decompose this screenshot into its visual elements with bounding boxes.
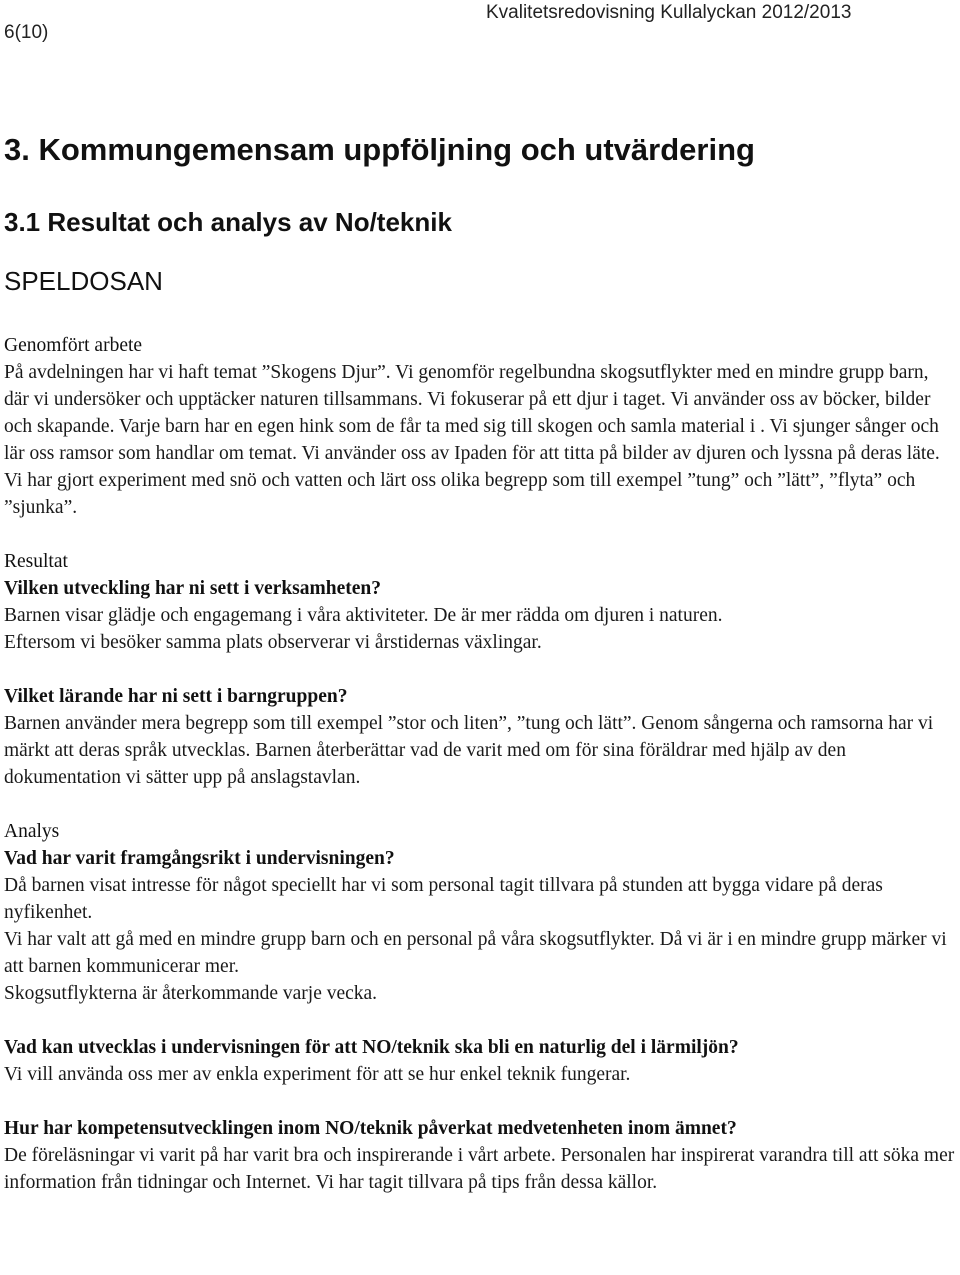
result-answer-1: Eftersom vi besöker samma plats observerar vi årstidernas växlingar. xyxy=(4,632,542,653)
result-question-1: Vilken utveckling har ni sett i verksamheten? xyxy=(4,578,382,599)
result-answer-1: Barnen visar glädje och engagemang i våra aktiviteter. De är mer rädda om djuren i naturen. xyxy=(4,605,723,626)
analysis-question-1: Vad har varit framgångsrikt i undervisningen? xyxy=(4,848,395,869)
analysis-question-2: Vad kan utvecklas i undervisningen för att NO/teknik ska bli en naturlig del i lärmiljön? xyxy=(4,1037,739,1058)
analysis-answer-1: Skogsutflykterna är återkommande varje vecka. xyxy=(4,983,378,1004)
document-title: Kvalitetsredovisning Kullalyckan 2012/2013 xyxy=(486,2,852,23)
analysis-answer-2: Vi vill använda oss mer av enkla experiment för att se hur enkel teknik fungerar. xyxy=(4,1064,631,1085)
page-header xyxy=(0,0,960,60)
work-paragraph: Vi har gjort experiment med snö och vatten och lärt oss olika begrepp som till exempel ”tung” och ”lätt”, ”flyta” och ”sjunka”. xyxy=(4,470,916,518)
analysis-answer-3: De föreläsningar vi varit på har varit bra och inspirerande i vårt arbete. Personalen har inspirerat varandra till att söka mer information från tidningar och Internet. Vi har tagit tillvara på tips från dessa källor. xyxy=(4,1145,955,1193)
page-number: 6(10) xyxy=(4,22,49,43)
work-heading: Genomfört arbete xyxy=(4,335,143,356)
analysis-answer-1: Då barnen visat intresse för något speciellt har vi som personal tagit tillvara på stunden att bygga vidare på deras nyfikenhet. xyxy=(4,875,883,923)
work-paragraph: På avdelningen har vi haft temat ”Skogens Djur”. Vi genomför regelbundna skogsutflykter med en mindre grupp barn, där vi undersöker och upptäcker naturen tillsammans. Vi fokuserar på ett djur i taget. Vi använder oss av böcker, bilder och skapande. Varje barn har en egen hink som de får ta med sig till skogen och samla material i . Vi sjunger sånger och lär oss ramsor som handlar om temat. Vi använder oss av Ipaden för att titta på bilder av djuren och lyssna på deras läte. xyxy=(4,362,940,464)
analysis-answer-1: Vi har valt att gå med en mindre grupp barn och en personal på våra skogsutflykter. Då vi är i en mindre grupp märker vi att barnen kommunicerar mer. xyxy=(4,929,947,977)
topic-title: SPELDOSAN xyxy=(4,266,163,296)
result-answer-2: Barnen använder mera begrepp som till exempel ”stor och liten”, ”tung och lätt”. Genom sångerna och ramsorna har vi märkt att deras språk utvecklas. Barnen återberättar vad de varit med om för sina föräldrar med hjälp av den dokumentation vi sätter upp på anslagstavlan. xyxy=(4,713,934,788)
analysis-heading: Analys xyxy=(4,821,60,842)
analysis-question-3: Hur har kompetensutvecklingen inom NO/teknik påverkat medvetenheten inom ämnet? xyxy=(4,1118,737,1139)
result-heading: Resultat xyxy=(4,551,68,572)
section-title: 3. Kommungemensam uppföljning och utvärdering xyxy=(4,132,755,167)
report-body xyxy=(4,332,956,1196)
result-question-2: Vilket lärande har ni sett i barngruppen? xyxy=(4,686,348,707)
subsection-title: 3.1 Resultat och analys av No/teknik xyxy=(4,207,452,237)
